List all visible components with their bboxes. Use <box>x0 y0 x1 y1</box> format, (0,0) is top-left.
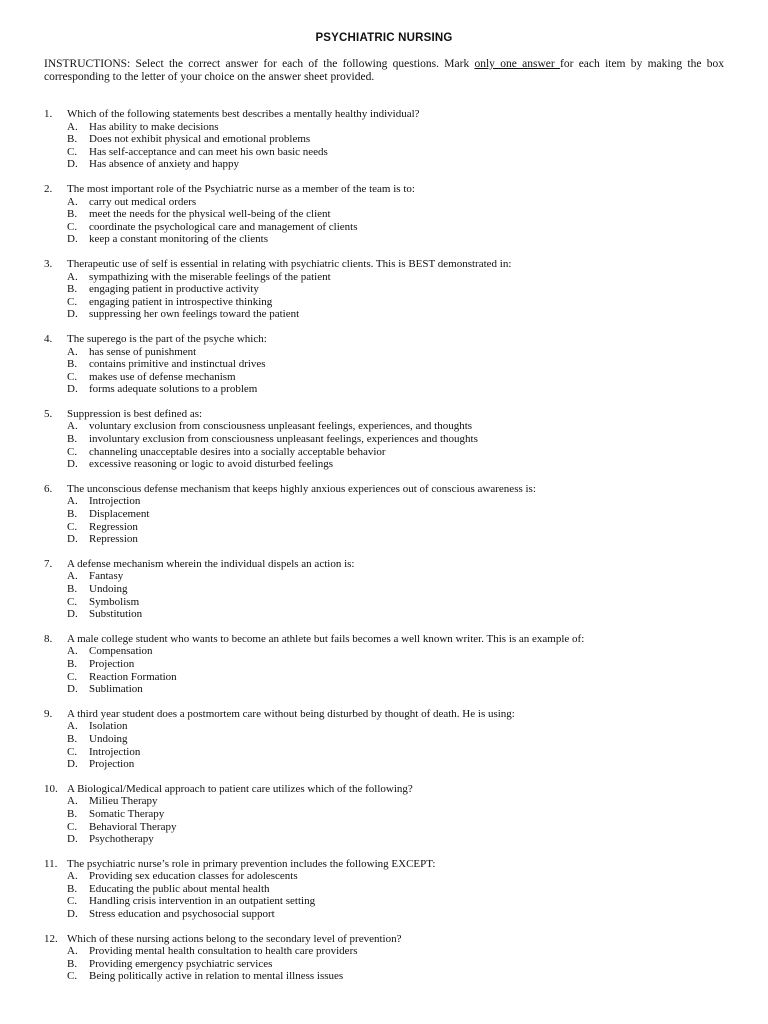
answer-option <box>44 158 734 171</box>
option-text: forms adequate solutions to a problem <box>89 383 258 396</box>
option-letter: D. <box>67 533 78 546</box>
option-letter: B. <box>67 657 78 670</box>
option-text: Sublimation <box>89 683 143 696</box>
instructions-text: INSTRUCTIONS: Select the correct answer for each of the following questions. Mark <box>44 58 475 70</box>
option-text: carry out medical orders <box>89 195 197 208</box>
option-letter: D. <box>67 908 78 921</box>
answer-option <box>44 533 734 546</box>
option-text: Has ability to make decisions <box>89 120 219 133</box>
answer-option <box>44 283 734 296</box>
option-text: coordinate the psychological care and management of clients <box>89 220 358 233</box>
question-stem <box>44 108 734 121</box>
answer-option <box>44 908 734 921</box>
option-letter: D. <box>67 458 78 471</box>
instructions <box>44 58 724 84</box>
option-text: Being politically active in relation to mental illness issues <box>89 970 344 983</box>
option-letter: B. <box>67 957 78 970</box>
option-text: Providing mental health consultation to health care providers <box>89 945 358 958</box>
option-text: meet the needs for the physical well-being of the client <box>89 208 331 221</box>
option-letter: B. <box>67 358 78 371</box>
option-letter: B. <box>67 433 78 446</box>
question-stem <box>44 558 734 571</box>
option-text: Does not exhibit physical and emotional problems <box>89 133 311 146</box>
answer-option <box>44 683 734 696</box>
option-text: Handling crisis intervention in an outpatient setting <box>89 895 316 908</box>
option-letter: C. <box>67 145 78 158</box>
option-list <box>44 570 734 620</box>
question-number: 9. <box>44 707 53 720</box>
option-text: Projection <box>89 657 135 670</box>
question-text: Suppression is best defined as: <box>67 407 203 420</box>
question-number: 1. <box>44 108 53 120</box>
option-text: Fantasy <box>89 570 124 583</box>
option-text: Undoing <box>89 732 128 745</box>
answer-option <box>44 945 734 958</box>
question-number: 5. <box>44 407 53 420</box>
option-letter: C. <box>67 595 78 608</box>
answer-option <box>44 296 734 309</box>
option-letter: C. <box>67 745 78 758</box>
question-item <box>44 333 734 396</box>
question-item <box>44 858 734 921</box>
answer-option <box>44 671 734 684</box>
question-item <box>44 783 734 846</box>
option-letter: A. <box>67 345 78 358</box>
option-text: Compensation <box>89 645 153 658</box>
option-letter: C. <box>67 370 78 383</box>
option-text: Milieu Therapy <box>89 795 158 808</box>
answer-option <box>44 895 734 908</box>
option-letter: D. <box>67 158 78 171</box>
answer-option <box>44 645 734 658</box>
question-item <box>44 183 734 246</box>
answer-option <box>44 495 734 508</box>
question-item <box>44 108 734 171</box>
instructions-text-end: for each item by making the box corresponding to the letter of your choice on the answer sheet provided. <box>44 58 724 83</box>
question-number: 4. <box>44 332 53 345</box>
answer-option <box>44 420 734 433</box>
answer-option <box>44 346 734 359</box>
option-list <box>44 870 734 920</box>
option-text: has sense of punishment <box>89 345 197 358</box>
question-text: A Biological/Medical approach to patient care utilizes which of the following? <box>67 782 413 795</box>
answer-option <box>44 746 734 759</box>
option-text: Introjection <box>89 745 141 758</box>
question-text: Which of these nursing actions belong to the secondary level of prevention? <box>67 932 402 945</box>
option-text: Behavioral Therapy <box>89 820 177 833</box>
option-text: Regression <box>89 520 138 533</box>
option-list <box>44 795 734 845</box>
question-stem <box>44 408 734 421</box>
option-text: keep a constant monitoring of the clients <box>89 233 269 246</box>
answer-option <box>44 458 734 471</box>
question-text: Which of the following statements best describes a mentally healthy individual? <box>67 108 420 120</box>
option-letter: A. <box>67 945 78 958</box>
question-item <box>44 933 734 983</box>
option-letter: B. <box>67 283 78 296</box>
option-letter: D. <box>67 683 78 696</box>
option-text: suppressing her own feelings toward the patient <box>89 308 300 321</box>
option-letter: D. <box>67 833 78 846</box>
option-letter: A. <box>67 645 78 658</box>
option-text: Psychotherapy <box>89 833 154 846</box>
answer-option <box>44 970 734 983</box>
option-letter: B. <box>67 133 78 146</box>
option-letter: C. <box>67 445 78 458</box>
answer-option <box>44 758 734 771</box>
option-text: Has self-acceptance and can meet his own basic needs <box>89 145 328 158</box>
answer-option <box>44 146 734 159</box>
question-number: 3. <box>44 257 53 270</box>
option-letter: A. <box>67 495 78 508</box>
answer-option <box>44 958 734 971</box>
question-text: The superego is the part of the psyche which: <box>67 332 267 345</box>
question-text: The psychiatric nurse’s role in primary prevention includes the following EXCEPT: <box>67 857 436 870</box>
option-text: Has absence of anxiety and happy <box>89 158 239 171</box>
option-letter: C. <box>67 520 78 533</box>
option-letter: C. <box>67 670 78 683</box>
question-stem <box>44 258 734 271</box>
answer-option <box>44 583 734 596</box>
option-list <box>44 346 734 396</box>
option-letter: A. <box>67 870 78 883</box>
option-text: voluntary exclusion from consciousness unpleasant feelings, experiences, and thoughts <box>89 420 473 433</box>
answer-option <box>44 570 734 583</box>
option-text: Providing emergency psychiatric services <box>89 957 273 970</box>
page-title: PSYCHIATRIC NURSING <box>315 32 453 44</box>
answer-option <box>44 795 734 808</box>
option-text: Displacement <box>89 508 150 521</box>
question-number: 7. <box>44 557 53 570</box>
option-letter: B. <box>67 807 78 820</box>
option-letter: D. <box>67 233 78 246</box>
question-item <box>44 708 734 771</box>
answer-option <box>44 658 734 671</box>
answer-option <box>44 883 734 896</box>
option-text: channeling unacceptable desires into a socially acceptable behavior <box>89 445 386 458</box>
question-item <box>44 408 734 471</box>
option-list <box>44 645 734 695</box>
question-text: A third year student does a postmortem care without being disturbed by thought of death. He is using: <box>67 707 515 720</box>
answer-option <box>44 133 734 146</box>
option-text: Reaction Formation <box>89 670 177 683</box>
option-letter: B. <box>67 208 78 221</box>
option-text: Projection <box>89 758 135 771</box>
answer-option <box>44 308 734 321</box>
question-text: A male college student who wants to become an athlete but fails becomes a well known writer. This is an example of: <box>67 632 585 645</box>
question-list <box>44 96 734 983</box>
question-item <box>44 558 734 621</box>
answer-option <box>44 433 734 446</box>
option-text: Substitution <box>89 608 143 621</box>
answer-option <box>44 383 734 396</box>
option-list <box>44 495 734 545</box>
option-list <box>44 420 734 470</box>
answer-option <box>44 233 734 246</box>
option-letter: C. <box>67 220 78 233</box>
question-number: 10. <box>44 782 58 795</box>
option-letter: A. <box>67 570 78 583</box>
question-text: A defense mechanism wherein the individual dispels an action is: <box>67 557 355 570</box>
answer-option <box>44 733 734 746</box>
question-item <box>44 483 734 546</box>
question-stem <box>44 183 734 196</box>
answer-option <box>44 196 734 209</box>
question-stem <box>44 333 734 346</box>
option-letter: C. <box>67 970 78 983</box>
answer-option <box>44 371 734 384</box>
answer-option <box>44 358 734 371</box>
question-text: Therapeutic use of self is essential in relating with psychiatric clients. This is BEST demonstrated in: <box>67 257 512 270</box>
option-letter: A. <box>67 195 78 208</box>
option-text: Stress education and psychosocial support <box>89 908 275 921</box>
option-text: Isolation <box>89 720 128 733</box>
question-stem <box>44 783 734 796</box>
option-letter: A. <box>67 270 78 283</box>
option-letter: D. <box>67 308 78 321</box>
question-item <box>44 633 734 696</box>
question-number: 12. <box>44 932 58 945</box>
question-stem <box>44 858 734 871</box>
question-number: 8. <box>44 632 53 645</box>
question-item <box>44 258 734 321</box>
option-text: excessive reasoning or logic to avoid disturbed feelings <box>89 458 334 471</box>
option-letter: A. <box>67 420 78 433</box>
answer-option <box>44 870 734 883</box>
option-letter: A. <box>67 720 78 733</box>
answer-option <box>44 508 734 521</box>
option-list <box>44 196 734 246</box>
answer-option <box>44 720 734 733</box>
option-text: Somatic Therapy <box>89 807 165 820</box>
option-text: makes use of defense mechanism <box>89 370 236 383</box>
question-number: 2. <box>44 182 53 195</box>
answer-option <box>44 208 734 221</box>
option-text: contains primitive and instinctual drives <box>89 358 266 371</box>
answer-option <box>44 271 734 284</box>
answer-option <box>44 833 734 846</box>
option-letter: C. <box>67 820 78 833</box>
option-list <box>44 945 734 983</box>
option-letter: B. <box>67 882 78 895</box>
answer-option <box>44 608 734 621</box>
option-letter: B. <box>67 583 78 595</box>
option-letter: A. <box>67 795 78 808</box>
answer-option <box>44 808 734 821</box>
answer-option <box>44 446 734 459</box>
option-text: sympathizing with the miserable feelings of the patient <box>89 270 331 283</box>
option-text: Undoing <box>89 583 128 595</box>
question-stem <box>44 633 734 646</box>
option-letter: A. <box>67 120 78 133</box>
question-text: The most important role of the Psychiatric nurse as a member of the team is to: <box>67 182 415 195</box>
option-text: Repression <box>89 533 138 546</box>
option-text: Educating the public about mental health <box>89 882 270 895</box>
answer-option <box>44 221 734 234</box>
option-text: involuntary exclusion from consciousness unpleasant feelings, experiences and thoughts <box>89 433 478 446</box>
option-list <box>44 121 734 171</box>
answer-option <box>44 596 734 609</box>
option-letter: B. <box>67 732 78 745</box>
option-text: Symbolism <box>89 595 140 608</box>
option-letter: B. <box>67 508 78 521</box>
question-text: The unconscious defense mechanism that keeps highly anxious experiences out of conscious awareness is: <box>67 482 536 495</box>
question-stem <box>44 933 734 946</box>
option-letter: D. <box>67 608 78 621</box>
option-text: Introjection <box>89 495 141 508</box>
option-text: engaging patient in productive activity <box>89 283 259 296</box>
option-letter: C. <box>67 295 78 308</box>
option-letter: D. <box>67 758 78 771</box>
option-list <box>44 720 734 770</box>
answer-option <box>44 121 734 134</box>
question-number: 11. <box>44 857 58 870</box>
question-stem <box>44 708 734 721</box>
instructions-underlined: only one answer <box>474 58 560 70</box>
answer-option <box>44 521 734 534</box>
option-letter: D. <box>67 383 78 396</box>
option-letter: C. <box>67 895 78 908</box>
question-number: 6. <box>44 482 53 495</box>
option-text: Providing sex education classes for adolescents <box>89 870 298 883</box>
question-stem <box>44 483 734 496</box>
option-list <box>44 271 734 321</box>
answer-option <box>44 821 734 834</box>
option-text: engaging patient in introspective thinking <box>89 295 273 308</box>
